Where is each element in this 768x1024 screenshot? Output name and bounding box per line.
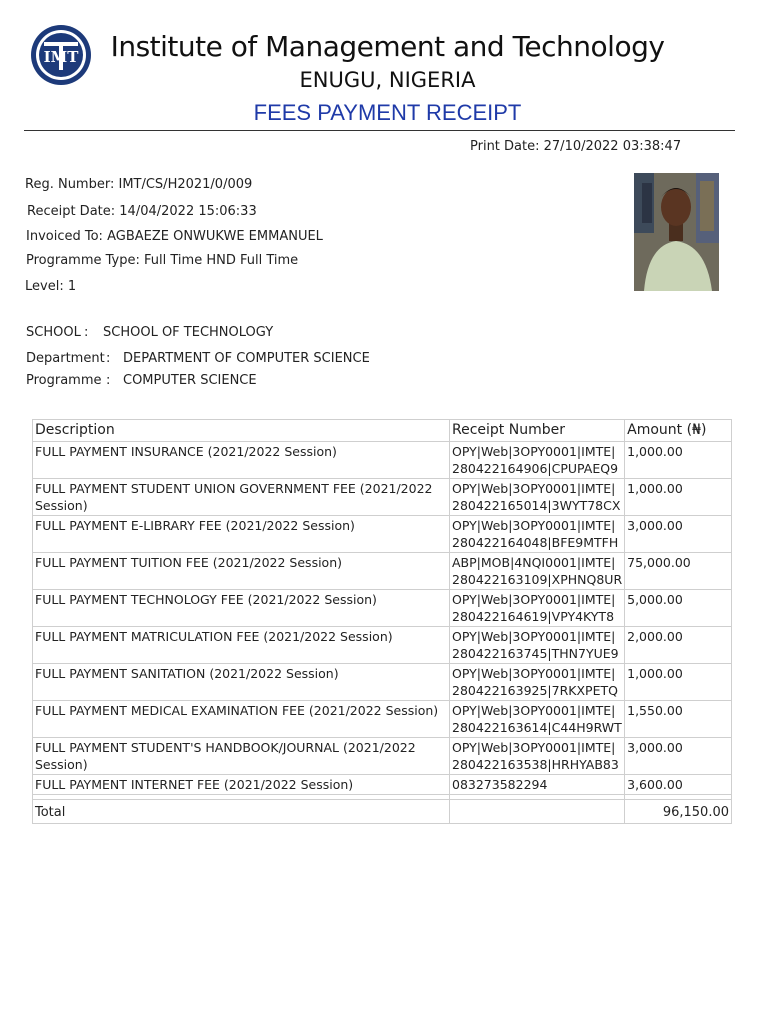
row-amount: 1,000.00 bbox=[625, 442, 732, 479]
total-amount: 96,150.00 bbox=[625, 800, 732, 824]
row-receipt-number: OPY|Web|3OPY0001|IMTE| 280422163925|7RKXPETQ bbox=[450, 664, 625, 701]
print-date: Print Date: 27/10/2022 03:38:47 bbox=[470, 139, 682, 154]
row-amount: 3,000.00 bbox=[625, 738, 732, 775]
row-receipt-number: OPY|Web|3OPY0001|IMTE| 280422163614|C44H9RWT bbox=[450, 701, 625, 738]
table-row bbox=[33, 664, 732, 701]
receipt-title: FEES PAYMENT RECEIPT bbox=[253, 100, 522, 125]
school: SCHOOL : SCHOOL OF TECHNOLOGY bbox=[26, 325, 274, 340]
table-row bbox=[33, 442, 732, 479]
institution-logo bbox=[30, 24, 92, 86]
row-receipt-number: OPY|Web|3OPY0001|IMTE| 280422163538|HRHYAB83 bbox=[450, 738, 625, 775]
row-description: FULL PAYMENT MEDICAL EXAMINATION FEE (2021/2022 Session) bbox=[33, 701, 450, 738]
table-row bbox=[33, 701, 732, 738]
row-description: FULL PAYMENT TECHNOLOGY FEE (2021/2022 Session) bbox=[33, 590, 450, 627]
row-amount: 1,000.00 bbox=[625, 479, 732, 516]
total-row bbox=[33, 800, 732, 824]
institution-name: Institute of Management and Technology bbox=[110, 30, 665, 63]
header-receipt-number: Receipt Number bbox=[450, 420, 625, 442]
header-divider bbox=[24, 130, 735, 131]
row-amount: 1,000.00 bbox=[625, 664, 732, 701]
row-amount: 75,000.00 bbox=[625, 553, 732, 590]
row-amount: 3,000.00 bbox=[625, 516, 732, 553]
row-receipt-number: ABP|MOB|4NQI0001|IMTE| 280422163109|XPHNQ8UR bbox=[450, 553, 625, 590]
fees-table bbox=[32, 419, 732, 824]
row-receipt-number: OPY|Web|3OPY0001|IMTE| 280422164048|BFE9MTFH bbox=[450, 516, 625, 553]
row-receipt-number: OPY|Web|3OPY0001|IMTE| 280422163745|THN7YUE9 bbox=[450, 627, 625, 664]
row-receipt-number: 083273582294 bbox=[450, 775, 625, 795]
table-row bbox=[33, 775, 732, 795]
row-amount: 3,600.00 bbox=[625, 775, 732, 795]
row-description: FULL PAYMENT E-LIBRARY FEE (2021/2022 Session) bbox=[33, 516, 450, 553]
total-label: Total bbox=[33, 800, 450, 824]
row-amount: 1,550.00 bbox=[625, 701, 732, 738]
table-row bbox=[33, 590, 732, 627]
row-description: FULL PAYMENT INTERNET FEE (2021/2022 Session) bbox=[33, 775, 450, 795]
reg-number: Reg. Number: IMT/CS/H2021/0/009 bbox=[25, 177, 253, 192]
level: Level: 1 bbox=[25, 279, 77, 294]
row-receipt-number: OPY|Web|3OPY0001|IMTE| 280422165014|3WYT78CX bbox=[450, 479, 625, 516]
row-description: FULL PAYMENT INSURANCE (2021/2022 Session) bbox=[33, 442, 450, 479]
table-row bbox=[33, 516, 732, 553]
row-receipt-number: OPY|Web|3OPY0001|IMTE| 280422164619|VPY4KYT8 bbox=[450, 590, 625, 627]
student-photo bbox=[634, 173, 719, 291]
programme: Programme : COMPUTER SCIENCE bbox=[26, 373, 257, 388]
table-row bbox=[33, 738, 732, 775]
programme-type: Programme Type: Full Time HND Full Time bbox=[26, 253, 299, 268]
table-row bbox=[33, 627, 732, 664]
row-description: FULL PAYMENT MATRICULATION FEE (2021/2022 Session) bbox=[33, 627, 450, 664]
receipt-date: Receipt Date: 14/04/2022 15:06:33 bbox=[27, 204, 257, 219]
row-description: FULL PAYMENT SANITATION (2021/2022 Session) bbox=[33, 664, 450, 701]
header-description: Description bbox=[33, 420, 450, 442]
row-description: FULL PAYMENT TUITION FEE (2021/2022 Session) bbox=[33, 553, 450, 590]
table-row bbox=[33, 479, 732, 516]
row-amount: 2,000.00 bbox=[625, 627, 732, 664]
row-description: FULL PAYMENT STUDENT UNION GOVERNMENT FEE (2021/2022 Session) bbox=[33, 479, 450, 516]
svg-text:IMT: IMT bbox=[43, 48, 79, 66]
header-amount: Amount (₦) bbox=[625, 420, 732, 442]
row-amount: 5,000.00 bbox=[625, 590, 732, 627]
table-row bbox=[33, 553, 732, 590]
row-description: FULL PAYMENT STUDENT'S HANDBOOK/JOURNAL (2021/2022 Session) bbox=[33, 738, 450, 775]
total-empty-cell bbox=[450, 800, 625, 824]
invoiced-to: Invoiced To: AGBAEZE ONWUKWE EMMANUEL bbox=[26, 229, 323, 244]
table-header-row bbox=[33, 420, 732, 442]
institution-location: ENUGU, NIGERIA bbox=[299, 68, 476, 92]
row-receipt-number: OPY|Web|3OPY0001|IMTE| 280422164906|CPUPAEQ9 bbox=[450, 442, 625, 479]
department: Department: DEPARTMENT OF COMPUTER SCIENCE bbox=[26, 351, 370, 366]
